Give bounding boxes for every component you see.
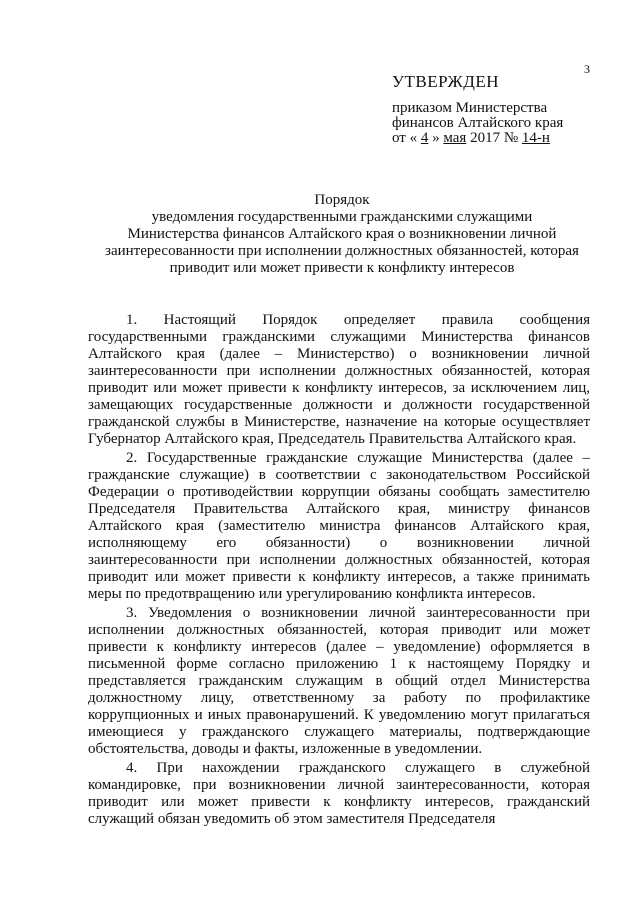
page-number: 3 (584, 62, 590, 76)
date-day: 4 (420, 130, 429, 146)
title-line-4: заинтересованности при исполнении должностных обязанностей, которая (105, 243, 579, 259)
date-mid: » (432, 130, 440, 146)
approval-line-1: приказом Министерства (392, 100, 548, 116)
date-prefix: от « (392, 130, 418, 146)
date-month: мая (443, 130, 467, 146)
approval-date-line (392, 131, 563, 146)
paragraph-1: 1. Настоящий Порядок определяет правила сообщения государственными гражданскими служащими Министерства финансов Алтайского края (далее – Министерство) о возникновении личной заинтересованности при исполнении должностных обязанностей, которая приводит или может привести к конфликту интересов, за исключением лиц, замещающих государственные должности и должности государственной гражданской службы в Министерстве, назначение на которые осуществляет Губернатор Алтайского края, Председатель Правительства Алтайского края. (88, 312, 590, 447)
title-line-5: приводит или может привести к конфликту интересов (169, 260, 515, 276)
paragraph-4: 4. При нахождении гражданского служащего в служебной командировке, при возникновении личной заинтересованности, которая приводит или может привести к конфликту интересов, гражданский служащий обязан уведомить об этом заместителя Председателя (88, 760, 590, 827)
document-title (92, 192, 592, 277)
approval-line-2: финансов Алтайского края (392, 115, 564, 131)
approval-block (392, 74, 563, 146)
approval-heading: УТВЕРЖДЕН (392, 72, 499, 91)
date-year-no: 2017 № (470, 130, 519, 146)
document-body (88, 312, 590, 830)
paragraph-3: 3. Уведомления о возникновении личной заинтересованности при исполнении должностных обязанностей, которая приводит или может привести к конфликту интересов (далее – уведомление) оформляется в письменной форме согласно приложению 1 к настоящему Порядку и представляется гражданским служащим в общий отдел Министерства должностному лицу, ответственному за работу по профилактике коррупционных и иных правонарушений. К уведомлению могут прилагаться имеющиеся у гражданского служащего материалы, подтверждающие обстоятельства, доводы и факты, изложенные в уведомлении. (88, 605, 590, 757)
title-line-1: Порядок (314, 192, 370, 208)
paragraph-2: 2. Государственные гражданские служащие Министерства (далее – гражданские служащие) в соответствии с законодательством Российской Федерации о противодействии коррупции обязаны сообщать заместителю Председателя Правительства Алтайского края, министру финансов Алтайского края (заместителю министра финансов Алтайского края, исполняющему его обязанности) о возникновении личной заинтересованности при исполнении должностных обязанностей, которая приводит или может привести к конфликту интересов, а также принимать меры по предотвращению или урегулированию конфликта интересов. (88, 450, 590, 602)
order-number: 14-н (521, 130, 550, 146)
title-line-2: уведомления государственными гражданскими служащими (151, 209, 533, 225)
title-line-3: Министерства финансов Алтайского края о возникновении личной (127, 226, 557, 242)
